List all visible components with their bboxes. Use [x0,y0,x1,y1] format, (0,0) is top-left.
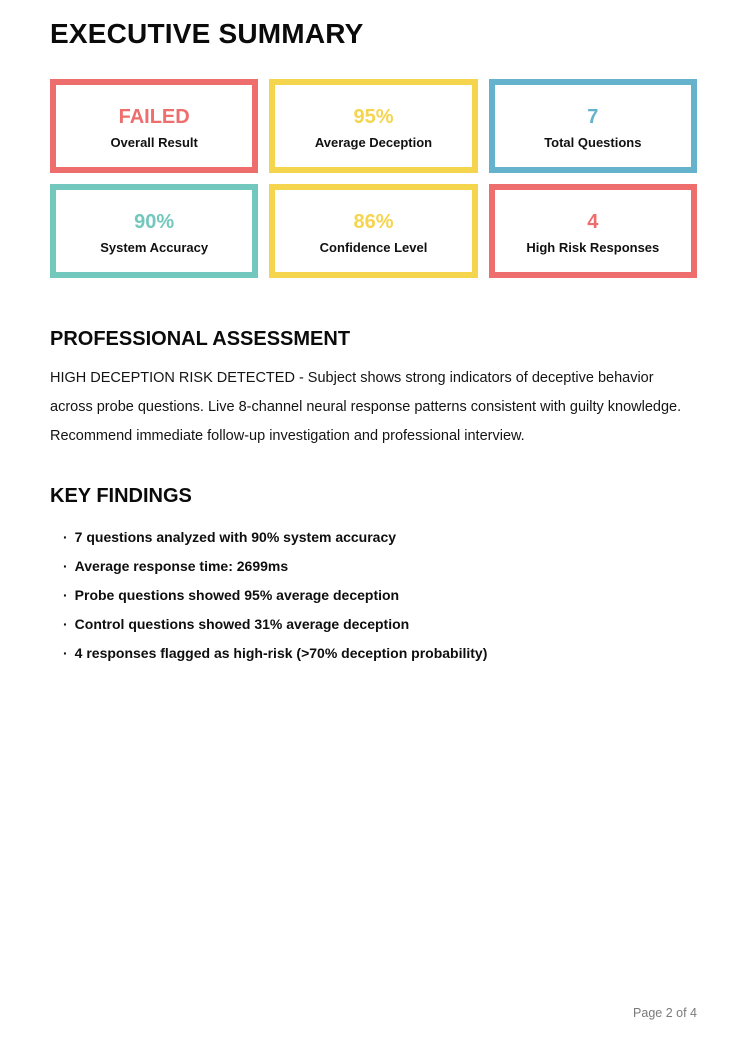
stat-value: 4 [587,211,599,233]
stat-value: 7 [587,106,599,128]
stat-label: System Accuracy [100,240,209,255]
professional-assessment-heading: PROFESSIONAL ASSESSMENT [50,328,351,350]
stat-label: High Risk Responses [526,240,660,255]
stat-card-average-deception [269,79,477,173]
stat-card-confidence-level [269,184,477,278]
stat-value: FAILED [118,106,190,128]
finding-item: · Probe questions showed 95% average deception [63,581,697,610]
key-findings-list [50,523,697,668]
stat-card-total-questions [489,79,697,173]
stat-label: Confidence Level [319,240,428,255]
professional-assessment-paragraph: HIGH DECEPTION RISK DETECTED - Subject shows strong indicators of deceptive behavior across probe questions. Live 8-channel neural response patterns consistent with guilty knowledge. Recommend immediate follow-up investigation and professional interview. [50,370,682,444]
stat-value: 90% [134,211,175,233]
stat-card-overall-result [50,79,258,173]
finding-item: · Control questions showed 31% average deception [63,610,697,639]
finding-item: · 4 responses flagged as high-risk (>70% deception probability) [63,639,697,668]
finding-item: · Average response time: 2699ms [63,552,697,581]
stat-card-high-risk-responses [489,184,697,278]
stat-value: 86% [353,211,394,233]
stat-card-system-accuracy [50,184,258,278]
finding-item: · 7 questions analyzed with 90% system accuracy [63,523,697,552]
key-findings-heading: KEY FINDINGS [50,485,192,507]
stat-value: 95% [353,106,394,128]
stat-label: Overall Result [110,135,198,150]
page-number: Page 2 of 4 [633,1006,697,1020]
stat-label: Total Questions [544,135,642,150]
stat-label: Average Deception [314,135,433,150]
page-title: EXECUTIVE SUMMARY [50,18,364,49]
stat-card-grid [50,79,697,278]
